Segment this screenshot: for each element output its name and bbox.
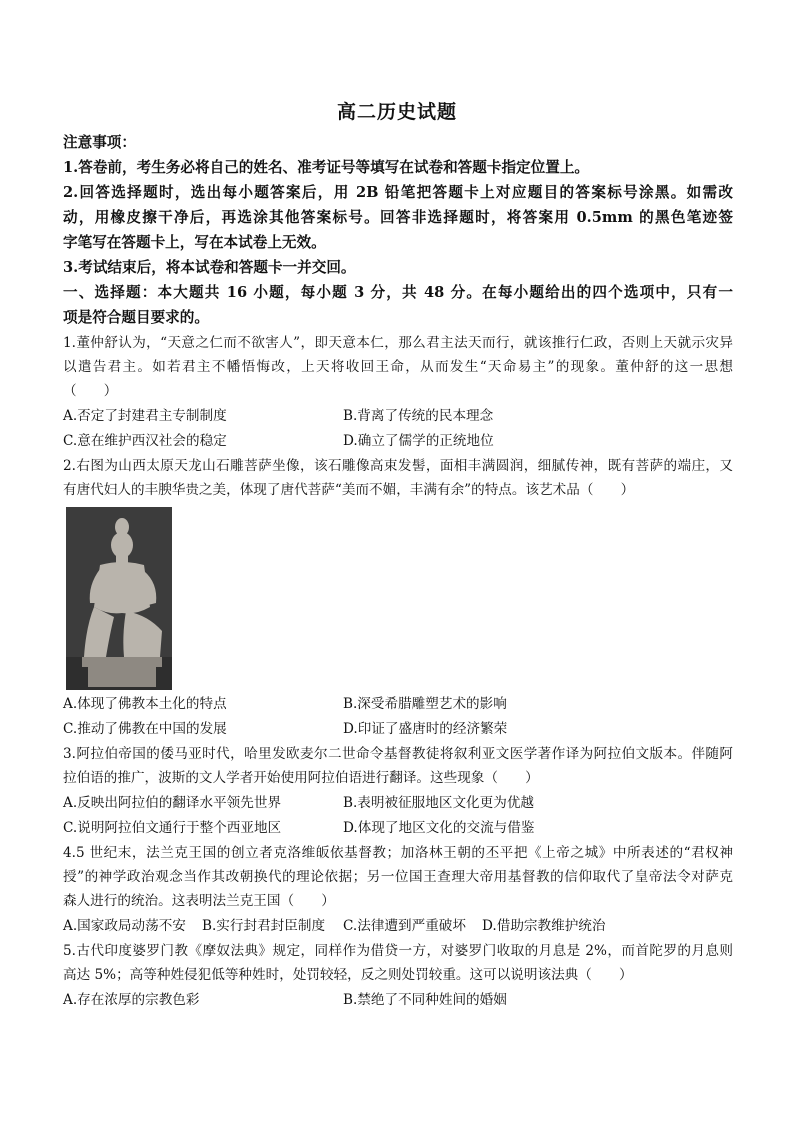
question-1-option-c[interactable]: C.意在维护西汉社会的稳定 (63, 433, 227, 449)
question-1-stem-line-1: 1.董仲舒认为，“天意之仁而不欲害人”，即天意本仁，那么君主法天而行，就该推行仁政，否则上天就示灾异 (63, 335, 733, 351)
question-2-option-b[interactable]: B.深受希腊雕塑艺术的影响 (343, 696, 507, 712)
question-5-stem-line-2: 高达 5%；高等种姓侵犯低等种姓时，处罚较轻，反之则处罚较重。这可以说明该法典（ ） (63, 967, 633, 983)
question-1-answer-bracket: （ ） (63, 383, 118, 399)
notice-item-3: 3.考试结束后，将本试卷和答题卡一并交回。 (63, 259, 356, 276)
notice-item-2: 2.回答选择题时，选出每小题答案后，用 2B 铅笔把答题卡上对应题目的答案标号涂黑。如需改 (63, 184, 733, 201)
question-3-option-a[interactable]: A.反映出阿拉伯的翻译水平领先世界 (63, 795, 282, 811)
question-3-stem-line-1: 3.阿拉伯帝国的倭马亚时代，哈里发欧麦尔二世命令基督教徒将叙利亚文医学著作译为阿拉伯文版本。伴随阿 (63, 746, 733, 762)
question-1-option-a[interactable]: A.否定了封建君主专制制度 (63, 408, 227, 424)
question-1-option-d[interactable]: D.确立了儒学的正统地位 (343, 433, 494, 449)
section-heading-cont: 项是符合题目要求的。 (63, 309, 209, 326)
question-3-stem-line-2: 拉伯语的推广，波斯的文人学者开始使用阿拉伯语进行翻译。这些现象（ ） (63, 770, 539, 786)
question-2-option-c[interactable]: C.推动了佛教在中国的发展 (63, 721, 227, 737)
question-1-stem-line-2: 以遣告君主。如若君主不幡悟悔改，上天将收回王命，从而发生“天命易主”的现象。董仲舒的这一思想 (63, 359, 733, 375)
question-1-option-b[interactable]: B.背离了传统的民本理念 (343, 408, 494, 424)
question-2-stem-line-2: 有唐代妇人的丰腴华贵之美，体现了唐代菩萨“美而不媚，丰满有余”的特点。该艺术品（ ） (63, 482, 635, 498)
notice-heading: 注意事项： (63, 134, 136, 151)
question-4-option-c[interactable]: C.法律遭到严重破坏 (343, 918, 466, 934)
question-4-stem-line-1: 4.5 世纪末，法兰克王国的创立者克洛维皈依基督教；加洛林王朝的丕平把《上帝之城》中所表述的“君权神 (63, 845, 733, 861)
question-3-option-b[interactable]: B.表明被征服地区文化更为优越 (343, 795, 535, 811)
question-5-option-b[interactable]: B.禁绝了不同种姓间的婚姻 (343, 992, 507, 1008)
question-4-stem-line-2: 授”的神学政治观念当作其改朝换代的理论依据；另一位国王查理大帝用基督教的信仰取代了皇帝法令对萨克 (63, 869, 733, 885)
question-2-stem-line-1: 2.右图为山西太原天龙山石雕菩萨坐像，该石雕像高束发髻，面相丰满圆润，细腻传神，既有菩萨的端庄，又 (63, 458, 733, 474)
page-title: 高二历史试题 (336, 101, 457, 123)
bodhisattva-statue-image (66, 507, 172, 690)
notice-item-2-end: 字笔写在答题卡上，写在本试卷上无效。 (63, 234, 326, 251)
question-4-option-d[interactable]: D.借助宗教维护统治 (482, 918, 606, 934)
question-2-option-d[interactable]: D.印证了盛唐时的经济繁荣 (343, 721, 508, 737)
question-4-option-b[interactable]: B.实行封君封臣制度 (202, 918, 326, 934)
notice-item-2-cont: 动，用橡皮擦干净后，再选涂其他答案标号。回答非选择题时，将答案用 0.5mm 的黑色笔迹签 (63, 209, 733, 226)
question-3-option-c[interactable]: C.说明阿拉伯文通行于整个西亚地区 (63, 820, 282, 836)
section-heading: 一、选择题：本大题共 16 小题，每小题 3 分，共 48 分。在每小题给出的四个选项中，只有一 (63, 284, 733, 301)
question-2-option-a[interactable]: A.体现了佛教本土化的特点 (63, 696, 227, 712)
question-4-option-a[interactable]: A.国家政局动荡不安 (63, 918, 186, 934)
question-3-option-d[interactable]: D.体现了地区文化的交流与借鉴 (343, 820, 535, 836)
notice-item-1: 1.答卷前，考生务必将自己的姓名、准考证号等填写在试卷和答题卡指定位置上。 (63, 159, 590, 176)
question-4-stem-line-3: 森人进行的统治。这表明法兰克王国（ ） (63, 893, 335, 909)
question-5-option-a[interactable]: A.存在浓厚的宗教色彩 (63, 992, 200, 1008)
question-5-stem-line-1: 5.古代印度婆罗门教《摩奴法典》规定，同样作为借贷一方，对婆罗门收取的月息是 2%，而首陀罗的月息则 (63, 943, 733, 959)
